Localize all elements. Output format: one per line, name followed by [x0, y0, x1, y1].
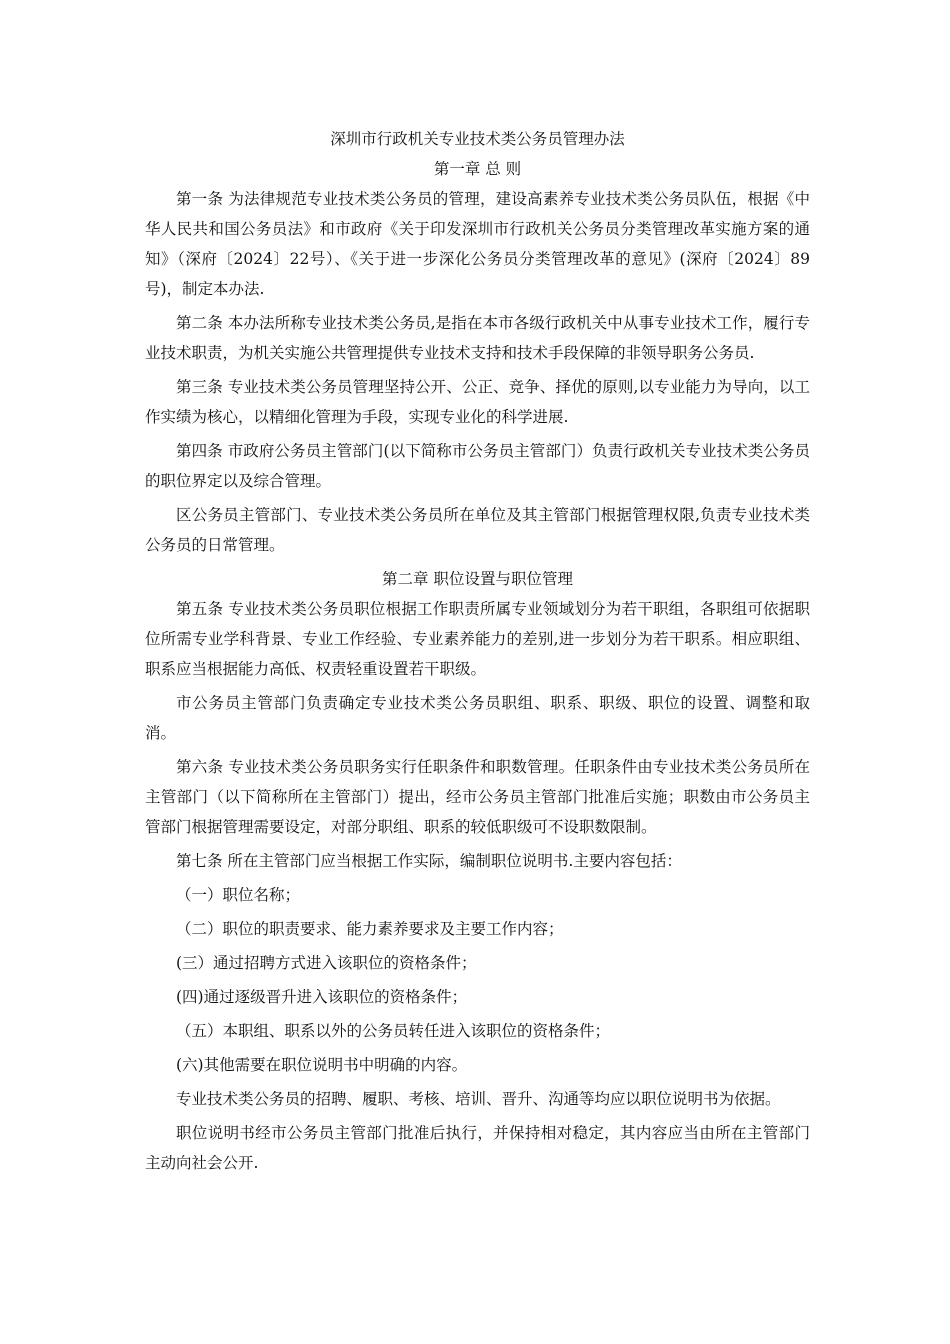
- article-7: 第七条 所在主管部门应当根据工作实际，编制职位说明书.主要内容包括：: [176, 852, 682, 870]
- chapter-1-heading: 第一章 总 则: [433, 160, 522, 178]
- document-title: 深圳市行政机关专业技术类公务员管理办法: [330, 130, 625, 148]
- list-item: (六)其他需要在职位说明书中明确的内容。: [176, 1056, 468, 1074]
- list-item: (四)通过逐级晋升进入该职位的资格条件；: [176, 988, 468, 1006]
- document-body: [145, 124, 810, 1182]
- list-item: （五）本职组、职系以外的公务员转任进入该职位的资格条件；: [176, 1022, 611, 1040]
- list-item: (三）通过招聘方式进入该职位的资格条件；: [176, 954, 477, 972]
- article-5-paragraph-2: 市公务员主管部门负责确定专业技术类公务员职组、职系、职级、职位的设置、调整和取消。: [145, 694, 810, 742]
- chapter-2-heading: 第二章 职位设置与职位管理: [382, 570, 573, 588]
- article-7-paragraph-2: 专业技术类公务员的招聘、履职、考核、培训、晋升、沟通等均应以职位说明书为依据。: [176, 1090, 781, 1108]
- article-2: 第二条 本办法所称专业技术类公务员,是指在本市各级行政机关中从事专业技术工作，履行专业技术职责，为机关实施公共管理提供专业技术支持和技术手段保障的非领导职务公务员.: [145, 314, 810, 362]
- article-1: 第一条 为法律规范专业技术类公务员的管理，建设高素养专业技术类公务员队伍，根据《中华人民共和国公务员法》和市政府《关于印发深圳市行政机关公务员分类管理改革实施方案的通知》（深府〔2024〕22号）、《关于进一步深化公务员分类管理改革的意见》(深府〔2024〕89号)，制定本办法.: [145, 190, 810, 298]
- article-4-paragraph-2: 区公务员主管部门、专业技术类公务员所在单位及其主管部门根据管理权限,负责专业技术类公务员的日常管理。: [145, 506, 810, 554]
- list-item: （二）职位的职责要求、能力素养要求及主要工作内容；: [176, 920, 564, 938]
- article-4: 第四条 市政府公务员主管部门(以下简称市公务员主管部门）负责行政机关专业技术类公务员的职位界定以及综合管理。: [145, 442, 810, 490]
- article-7-paragraph-3: 职位说明书经市公务员主管部门批准后执行，并保持相对稳定，其内容应当由所在主管部门主动向社会公开.: [145, 1124, 810, 1172]
- article-3: 第三条 专业技术类公务员管理坚持公开、公正、竞争、择优的原则,以专业能力为导向，以工作实绩为核心，以精细化管理为手段，实现专业化的科学进展.: [145, 378, 810, 426]
- article-6: 第六条 专业技术类公务员职务实行任职条件和职数管理。任职条件由专业技术类公务员所在主管部门（以下简称所在主管部门）提出，经市公务员主管部门批准后实施；职数由市公务员主管部门根据管理需要设定，对部分职组、职系的较低职级可不设职数限制。: [145, 758, 810, 836]
- list-item: （一）职位名称；: [176, 886, 301, 904]
- article-5: 第五条 专业技术类公务员职位根据工作职责所属专业领域划分为若干职组，各职组可依据职位所需专业学科背景、专业工作经验、专业素养能力的差别,进一步划分为若干职系。相应职组、职系应当根据能力高低、权责轻重设置若干职级。: [145, 600, 810, 678]
